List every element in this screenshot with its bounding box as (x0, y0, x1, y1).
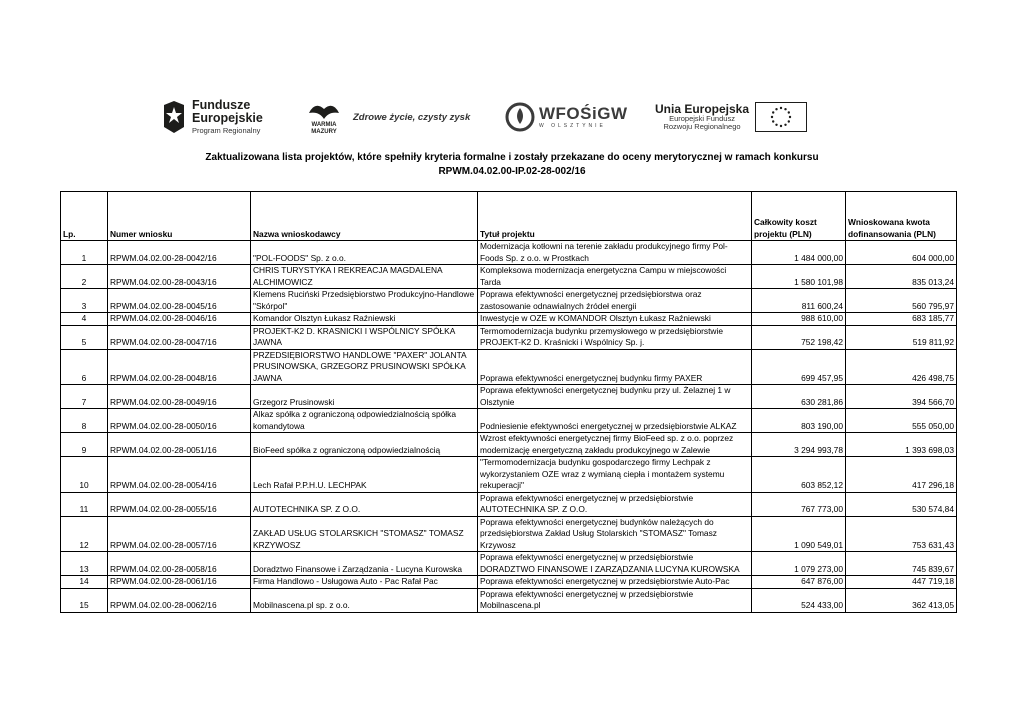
cell-calkowity-koszt: 647 876,00 (752, 576, 846, 589)
cell-nazwa-wnioskodawcy: AUTOTECHNIKA SP. Z O.O. (251, 492, 478, 516)
cell-numer-wniosku: RPWM.04.02.00-28-0049/16 (108, 385, 251, 409)
table-row (61, 313, 957, 326)
table-row (61, 289, 957, 313)
table-row (61, 385, 957, 409)
cell-nazwa-wnioskodawcy: Lech Rafał P.P.H.U. LECHPAK (251, 457, 478, 493)
cell-nazwa-wnioskodawcy: "POL-FOODS" Sp. z o.o. (251, 241, 478, 265)
fe-line1: Fundusze (192, 97, 251, 112)
table-row (61, 409, 957, 433)
cell-lp: 12 (61, 516, 108, 552)
competition-number: RPWM.04.02.00-IP.02-28-002/16 (438, 166, 586, 177)
wm-mark1: WARMIA (311, 122, 337, 128)
table-row (61, 265, 957, 289)
cell-wnioskowana-kwota: 519 811,92 (846, 325, 957, 349)
cell-nazwa-wnioskodawcy: CHRIS TURYSTYKA I REKREACJA MAGDALENA ALCHIMOWICZ (251, 265, 478, 289)
cell-wnioskowana-kwota: 560 795,97 (846, 289, 957, 313)
warmia-mazury-logo (305, 96, 470, 138)
cell-numer-wniosku: RPWM.04.02.00-28-0047/16 (108, 325, 251, 349)
cell-calkowity-koszt: 1 580 101,98 (752, 265, 846, 289)
projects-table (60, 191, 957, 613)
header-nazwa-wnioskodawcy: Nazwa wnioskodawcy (251, 192, 478, 241)
cell-tytul-projektu: Poprawa efektywności energetycznej budynku przy ul. Żelaznej 1 w Olsztynie (478, 385, 752, 409)
cell-wnioskowana-kwota: 417 296,18 (846, 457, 957, 493)
cell-lp: 3 (61, 289, 108, 313)
fe-line3: Program Regionalny (192, 126, 261, 136)
cell-nazwa-wnioskodawcy: BioFeed spółka z ograniczoną odpowiedzialnością (251, 433, 478, 457)
fe-line2: Europejskie (192, 111, 263, 126)
cell-tytul-projektu: Poprawa efektywności energetycznej w przedsiębiorstwie Mobilnascena.pl (478, 588, 752, 612)
cell-calkowity-koszt: 1 079 273,00 (752, 552, 846, 576)
cell-tytul-projektu: Modernizacja kotłowni na terenie zakładu produkcyjnego firmy Pol-Foods Sp. z o.o. w Prostkach (478, 241, 752, 265)
header-lp: Lp. (61, 192, 108, 241)
ue-line3: Rozwoju Regionalnego (663, 122, 741, 132)
cell-numer-wniosku: RPWM.04.02.00-28-0055/16 (108, 492, 251, 516)
cell-tytul-projektu: "Termomodernizacja budynku gospodarczego firmy Lechpak z wykorzystaniem OZE wraz z wymianą ciepła i montażem systemu rekuperacji" (478, 457, 752, 493)
cell-tytul-projektu: Poprawa efektywności energetycznej budynków należących do przedsiębiorstwa Zakład Usług Stolarskich "STOMASZ" Tomasz Krzywosz (478, 516, 752, 552)
ue-line2: Europejski Fundusz (669, 114, 735, 124)
cell-tytul-projektu: Poprawa efektywności energetycznej w przedsiębiorstwie AUTOTECHNIKA SP. Z O.O. (478, 492, 752, 516)
ue-line1: Unia Europejska (655, 101, 750, 116)
wm-slogan: Zdrowe życie, czysty zysk (353, 111, 471, 123)
table-row (61, 552, 957, 576)
wfosigw-logo (505, 96, 627, 138)
header-calkowity-koszt: Całkowity koszt projektu (PLN) (752, 192, 846, 241)
header-numer-wniosku: Numer wniosku (108, 192, 251, 241)
cell-lp: 4 (61, 313, 108, 326)
cell-lp: 5 (61, 325, 108, 349)
cell-tytul-projektu: Podniesienie efektywności energetycznej w przedsiębiorstwie ALKAZ (478, 409, 752, 433)
cell-wnioskowana-kwota: 604 000,00 (846, 241, 957, 265)
cell-wnioskowana-kwota: 530 574,84 (846, 492, 957, 516)
cell-numer-wniosku: RPWM.04.02.00-28-0057/16 (108, 516, 251, 552)
cell-lp: 11 (61, 492, 108, 516)
cell-calkowity-koszt: 752 198,42 (752, 325, 846, 349)
cell-numer-wniosku: RPWM.04.02.00-28-0043/16 (108, 265, 251, 289)
page-title: Zaktualizowana lista projektów, które spełniły kryteria formalne i zostały przekazane do oceny merytorycznej w ramach konkursu (205, 152, 819, 163)
cell-wnioskowana-kwota: 753 631,43 (846, 516, 957, 552)
cell-nazwa-wnioskodawcy: Klemens Ruciński Przedsiębiorstwo Produkcyjno-Handlowe "Skórpol" (251, 289, 478, 313)
cell-lp: 10 (61, 457, 108, 493)
cell-lp: 14 (61, 576, 108, 589)
cell-calkowity-koszt: 603 852,12 (752, 457, 846, 493)
cell-lp: 7 (61, 385, 108, 409)
wm-mark2: MAZURY (311, 129, 337, 135)
table-body (61, 241, 957, 613)
cell-tytul-projektu: Poprawa efektywności energetycznej budynku firmy PAXER (478, 349, 752, 385)
cell-wnioskowana-kwota: 683 185,77 (846, 313, 957, 326)
cell-numer-wniosku: RPWM.04.02.00-28-0045/16 (108, 289, 251, 313)
table-row (61, 325, 957, 349)
cell-wnioskowana-kwota: 426 498,75 (846, 349, 957, 385)
cell-tytul-projektu: Kompleksowa modernizacja energetyczna Campu w miejscowości Tarda (478, 265, 752, 289)
cell-numer-wniosku: RPWM.04.02.00-28-0048/16 (108, 349, 251, 385)
table-row (61, 241, 957, 265)
cell-lp: 15 (61, 588, 108, 612)
cell-numer-wniosku: RPWM.04.02.00-28-0061/16 (108, 576, 251, 589)
header-tytul-projektu: Tytuł projektu (478, 192, 752, 241)
cell-calkowity-koszt: 767 773,00 (752, 492, 846, 516)
cell-wnioskowana-kwota: 362 413,05 (846, 588, 957, 612)
cell-nazwa-wnioskodawcy: Alkaz spółka z ograniczoną odpowiedzialnością spółka komandytowa (251, 409, 478, 433)
cell-wnioskowana-kwota: 394 566,70 (846, 385, 957, 409)
cell-lp: 1 (61, 241, 108, 265)
cell-wnioskowana-kwota: 1 393 698,03 (846, 433, 957, 457)
fe-star-icon (162, 99, 186, 135)
cell-nazwa-wnioskodawcy: PRZEDSIĘBIORSTWO HANDLOWE "PAXER" JOLANTA PRUSINOWSKA, GRZEGORZ PRUSINOWSKI SPÓŁKA JAWNA (251, 349, 478, 385)
cell-nazwa-wnioskodawcy: Komandor Olsztyn Łukasz Raźniewski (251, 313, 478, 326)
cell-numer-wniosku: RPWM.04.02.00-28-0058/16 (108, 552, 251, 576)
cell-tytul-projektu: Wzrost efektywności energetycznej firmy BioFeed sp. z o.o. poprzez modernizację energetyczną zakładu produkcyjnego w Zalewie (478, 433, 752, 457)
table-row (61, 492, 957, 516)
cell-nazwa-wnioskodawcy: Doradztwo Finansowe i Zarządzania - Lucyna Kurowska (251, 552, 478, 576)
wfosigw-drop-icon (505, 102, 535, 132)
cell-nazwa-wnioskodawcy: Mobilnascena.pl sp. z o.o. (251, 588, 478, 612)
cell-calkowity-koszt: 524 433,00 (752, 588, 846, 612)
cell-wnioskowana-kwota: 835 013,24 (846, 265, 957, 289)
cell-tytul-projektu: Termomodernizacja budynku przemysłowego w przedsiębiorstwie PROJEKT-K2 D. Kraśnicki i Wspólnicy Sp. j. (478, 325, 752, 349)
cell-calkowity-koszt: 1 484 000,00 (752, 241, 846, 265)
cell-tytul-projektu: Poprawa efektywności energetycznej przedsiębiorstwa oraz zastosowanie odnawialnych źródeł energii (478, 289, 752, 313)
cell-calkowity-koszt: 699 457,95 (752, 349, 846, 385)
cell-tytul-projektu: Inwestycje w OZE w KOMANDOR Olsztyn Łukasz Raźniewski (478, 313, 752, 326)
cell-numer-wniosku: RPWM.04.02.00-28-0050/16 (108, 409, 251, 433)
table-row (61, 588, 957, 612)
cell-lp: 9 (61, 433, 108, 457)
unia-europejska-logo (655, 96, 807, 138)
cell-calkowity-koszt: 3 294 993,78 (752, 433, 846, 457)
cell-nazwa-wnioskodawcy: Grzegorz Prusinowski (251, 385, 478, 409)
cell-wnioskowana-kwota: 745 839,67 (846, 552, 957, 576)
cell-numer-wniosku: RPWM.04.02.00-28-0042/16 (108, 241, 251, 265)
cell-tytul-projektu: Poprawa efektywności energetycznej w przedsiębiorstwie Auto-Pac (478, 576, 752, 589)
cell-wnioskowana-kwota: 447 719,18 (846, 576, 957, 589)
table-row (61, 516, 957, 552)
wf-name: WFOŚiGW (539, 104, 628, 123)
cell-calkowity-koszt: 811 600,24 (752, 289, 846, 313)
table-row (61, 433, 957, 457)
cell-numer-wniosku: RPWM.04.02.00-28-0046/16 (108, 313, 251, 326)
cell-lp: 13 (61, 552, 108, 576)
fundusze-europejskie-logo (162, 96, 263, 138)
table-header-row (61, 192, 957, 241)
table-row (61, 457, 957, 493)
logo-bar (0, 96, 1024, 138)
cell-numer-wniosku: RPWM.04.02.00-28-0054/16 (108, 457, 251, 493)
table-row (61, 576, 957, 589)
cell-nazwa-wnioskodawcy: PROJEKT-K2 D. KRASNICKI I WSPÓLNICY SPÓŁKA JAWNA (251, 325, 478, 349)
wf-sub: W OLSZTYNIE (539, 123, 606, 129)
cell-tytul-projektu: Poprawa efektywności energetycznej w przedsiębiorstwie DORADZTWO FINANSOWE I ZARZĄDZANIA LUCYNA KUROWSKA (478, 552, 752, 576)
header-wnioskowana-kwota: Wnioskowana kwota dofinansowania (PLN) (846, 192, 957, 241)
cell-calkowity-koszt: 1 090 549,01 (752, 516, 846, 552)
cell-nazwa-wnioskodawcy: Firma Handlowo - Usługowa Auto - Pac Rafał Pac (251, 576, 478, 589)
cell-numer-wniosku: RPWM.04.02.00-28-0062/16 (108, 588, 251, 612)
cell-lp: 6 (61, 349, 108, 385)
cell-calkowity-koszt: 630 281,86 (752, 385, 846, 409)
cell-nazwa-wnioskodawcy: ZAKŁAD USŁUG STOLARSKICH "STOMASZ" TOMASZ KRZYWOSZ (251, 516, 478, 552)
cell-calkowity-koszt: 988 610,00 (752, 313, 846, 326)
cell-calkowity-koszt: 803 190,00 (752, 409, 846, 433)
cell-lp: 8 (61, 409, 108, 433)
eu-flag-icon (755, 102, 807, 132)
warmia-mazury-icon (305, 99, 343, 135)
cell-wnioskowana-kwota: 555 050,00 (846, 409, 957, 433)
cell-lp: 2 (61, 265, 108, 289)
cell-numer-wniosku: RPWM.04.02.00-28-0051/16 (108, 433, 251, 457)
table-row (61, 349, 957, 385)
